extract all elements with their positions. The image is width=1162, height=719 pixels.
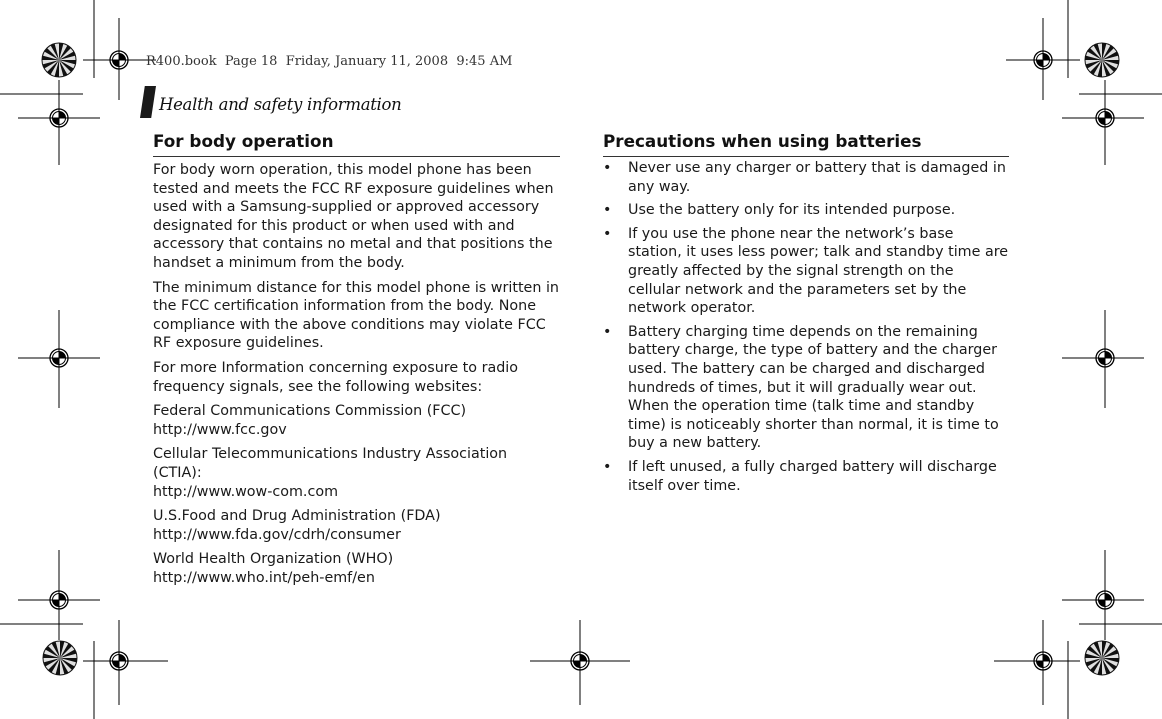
list-item: • If left unused, a fully charged battery will discharge itself over time. [603,458,1009,495]
website-url[interactable]: http://www.fda.gov/cdrh/consumer [153,526,401,543]
running-head: Health and safety information [159,95,402,114]
website-org: World Health Organization (WHO) [153,551,394,568]
website-entry-fcc [153,402,560,439]
website-url[interactable]: http://www.fcc.gov [153,421,287,438]
website-entry-who [153,550,560,587]
battery-precautions-list [603,159,1009,495]
section-heading-battery-precautions: Precautions when using batteries [603,131,1009,157]
website-entry-ctia [153,445,560,501]
body-operation-paragraph: For body worn operation, this model phone has been tested and meets the FCC RF exposure guidelines when used with a Samsung-supplied or approved accessory designated for this product or when used with and accessory that contains no metal and that positions the handset a minimum from the body. [153,162,554,271]
print-slug: R400.book Page 18 Friday, January 11, 2008 9:45 AM [146,54,513,69]
list-item: • Never use any charger or battery that is damaged in any way. [603,159,1009,196]
website-url[interactable]: http://www.wow-com.com [153,483,339,500]
list-item: • Use the battery only for its intended purpose. [603,201,1009,220]
website-url[interactable]: http://www.who.int/peh-emf/en [153,569,375,586]
list-item: • If you use the phone near the network’s base station, it uses less power; talk and standby time are greatly affected by the signal strength on the cellular network and the parameters set by the network operator. [603,225,1009,318]
minimum-distance-paragraph: The minimum distance for this model phone is written in the FCC certification information from the body. None compliance with the above conditions may violate FCC RF exposure guidelines. [153,279,559,352]
website-entry-fda [153,507,560,544]
website-org: Federal Communications Commission (FCC) [153,403,467,420]
list-item: • Battery charging time depends on the remaining battery charge, the type of battery and the charger used. The battery can be charged and discharged hundreds of times, but it will gradually wear out. When the operation time (talk time and standby time) is noticeably shorter than normal, it is time to buy a new battery. [603,323,1009,453]
battery-precautions-section [603,131,1009,500]
body-operation-section [153,131,560,587]
website-org: Cellular Telecommunications Industry Association (CTIA): [153,446,508,481]
website-org: U.S.Food and Drug Administration (FDA) [153,508,441,525]
section-heading-body-operation: For body operation [153,131,560,157]
more-information-paragraph: For more Information concerning exposure to radio frequency signals, see the following websites: [153,359,519,395]
